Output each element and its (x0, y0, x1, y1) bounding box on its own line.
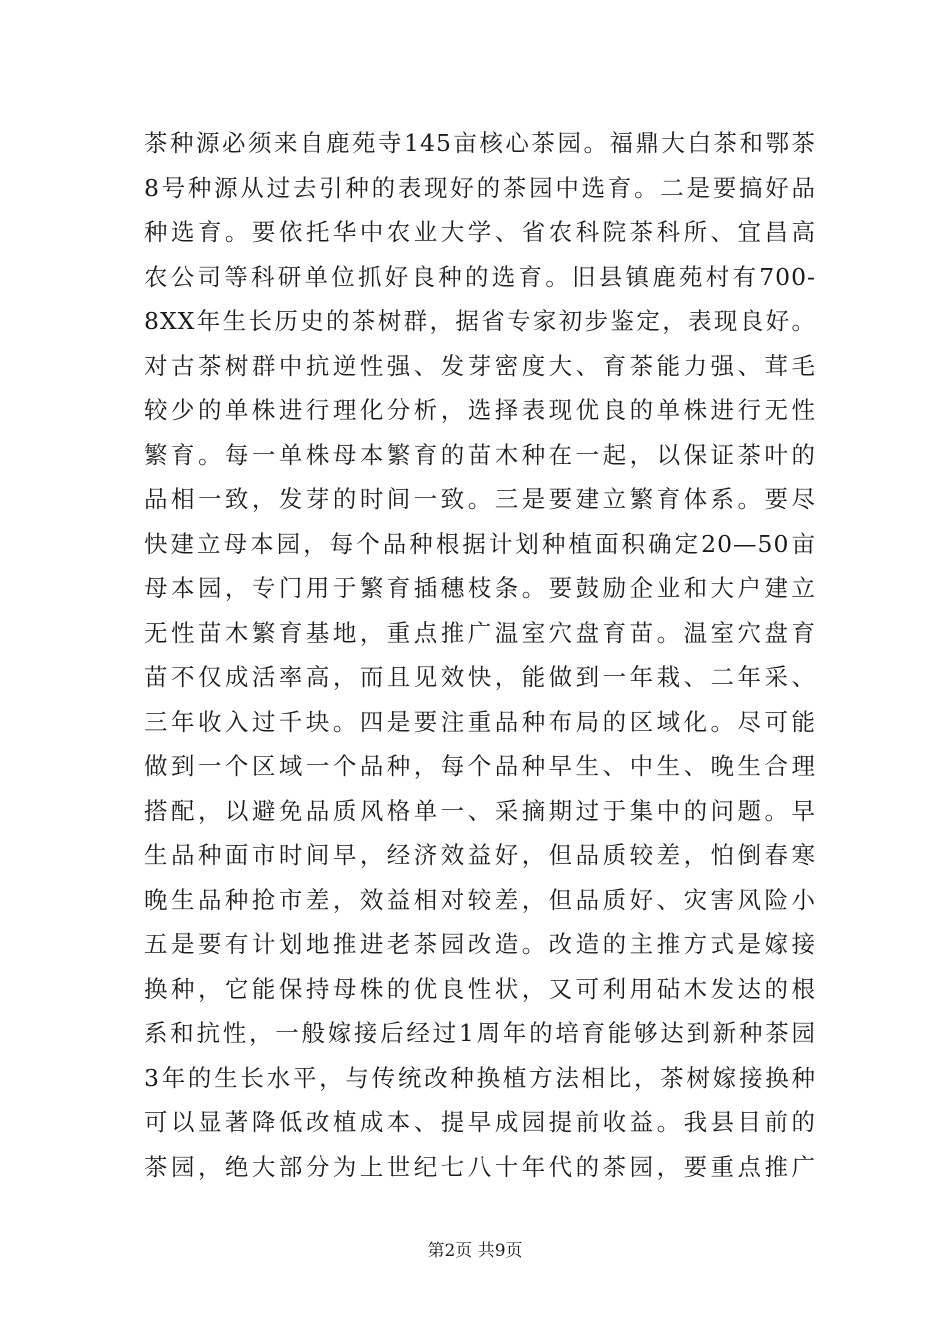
page-footer (0, 1239, 950, 1263)
text-line: 换种，它能保持母株的优良性状，又可利用砧木发达的根 (144, 974, 816, 1003)
text-line: 农公司等科研单位抓好良种的选育。旧县镇鹿苑村有700- (144, 262, 816, 291)
text-line: 较少的单株进行理化分析，选择表现优良的单株进行无性 (144, 396, 816, 424)
text-line: 做到一个区域一个品种，每个品种早生、中生、晚生合理 (144, 752, 816, 780)
text-line: 晚生品种抢市差，效益相对较差，但品质好、灾害风险小 (144, 885, 816, 914)
text-line: 对古茶树群中抗逆性强、发芽密度大、育茶能力强、茸毛 (144, 351, 816, 380)
text-line: 三年收入过千块。四是要注重品种布局的区域化。尽可能 (144, 707, 816, 736)
text-line: 搭配，以避免品质风格单一、采摘期过于集中的问题。早 (144, 796, 816, 825)
text-line: 苗不仅成活率高，而且见效快，能做到一年栽、二年采、 (144, 663, 816, 691)
text-line: 种选育。要依托华中农业大学、省农科院茶科所、宜昌高 (144, 218, 816, 246)
text-line: 系和抗性，一般嫁接后经过1周年的培育能够达到新种茶园 (144, 1019, 816, 1047)
text-line: 五是要有计划地推进老茶园改造。改造的主推方式是嫁接 (144, 930, 816, 958)
text-line: 可以显著降低改植成本、提早成园提前收益。我县目前的 (144, 1108, 816, 1136)
text-line: 8XX年生长历史的茶树群，据省专家初步鉴定，表现良好。 (144, 307, 816, 335)
body-text (144, 121, 816, 1189)
text-line: 无性苗木繁育基地，重点推广温室穴盘育苗。温室穴盘育 (144, 618, 816, 647)
text-line: 茶种源必须来自鹿苑寺145亩核心茶园。福鼎大白茶和鄂茶 (144, 129, 816, 157)
text-line: 生品种面市时间早，经济效益好，但品质较差，怕倒春寒 (144, 841, 816, 869)
text-line: 3年的生长水平，与传统改种换植方法相比，茶树嫁接换种 (144, 1063, 816, 1092)
text-line: 繁育。每一单株母本繁育的苗木种在一起，以保证茶叶的 (144, 440, 816, 469)
text-line: 母本园，专门用于繁育插穗枝条。要鼓励企业和大户建立 (144, 574, 816, 602)
text-line: 快建立母本园，每个品种根据计划种植面积确定20—50亩 (144, 529, 816, 558)
text-line: 茶园，绝大部分为上世纪七八十年代的茶园，要重点推广 (144, 1152, 816, 1181)
text-line: 8号种源从过去引种的表现好的茶园中选育。二是要搞好品 (144, 173, 816, 202)
page-number-label: 第2页 共9页 (427, 1241, 523, 1261)
text-line: 品相一致，发芽的时间一致。三是要建立繁育体系。要尽 (144, 485, 816, 513)
